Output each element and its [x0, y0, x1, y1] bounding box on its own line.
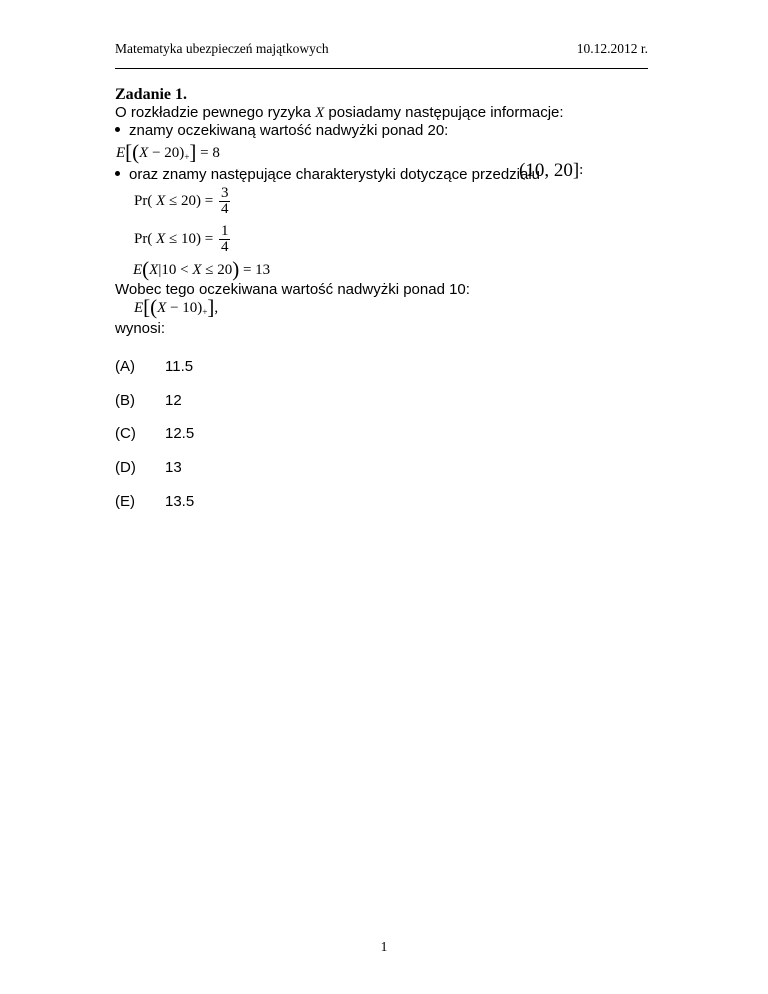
bullet-text: znamy oczekiwaną wartość nadwyżki ponad 20: [129, 122, 449, 139]
intro-before: O rozkładzie pewnego ryzyka [115, 104, 316, 121]
answer-letter-b: (B) [115, 392, 135, 409]
formula-excess-10 [134, 295, 219, 319]
bullet-icon [115, 127, 120, 132]
formula-conditional-expectation [133, 257, 271, 281]
excess10-comma: , [214, 300, 219, 316]
formula-pr-20 [134, 186, 230, 217]
answer-letter-e: (E) [115, 493, 135, 510]
pr10-numerator: 1 [220, 223, 229, 239]
answer-value-d: 13 [165, 459, 182, 476]
bullet-item-excess-20 [115, 122, 448, 139]
answer-value-c: 12.5 [165, 425, 195, 442]
answer-value-a: 11.5 [165, 358, 194, 375]
pr10-variable: X [156, 230, 166, 247]
answer-value-e: 13.5 [165, 493, 195, 510]
cond-expectation-symbol: E [133, 262, 143, 278]
cond-bar: |10 < [158, 262, 193, 278]
cond-open-paren: ( [142, 257, 150, 281]
bullet-text: oraz znamy następujące charakterystyki dotyczące przedziału [129, 166, 541, 183]
pr10-fraction [219, 224, 231, 255]
pr10-denominator: 4 [220, 239, 229, 255]
pr10-prefix: Pr( [134, 230, 157, 247]
intro-text [115, 104, 564, 122]
formula-rest: − 20) [148, 145, 185, 161]
formula-pr-10 [134, 224, 230, 255]
bullet-icon [115, 171, 120, 176]
header-date: 10.12.2012 r. [576, 41, 648, 56]
formula-expectation-symbol: E [116, 145, 126, 161]
wynosi-text: wynosi: [115, 320, 166, 337]
answer-letter-a: (A) [115, 358, 135, 375]
interval-colon: : [579, 162, 584, 178]
pr20-fraction [219, 186, 231, 217]
answer-value-b: 12 [165, 392, 182, 409]
cond-close-paren: ) [232, 257, 240, 281]
cond-rest: ≤ 20 [201, 262, 233, 278]
formula-variable: X [139, 145, 149, 161]
formula-close-bracket: ] [189, 140, 197, 164]
excess10-expectation-symbol: E [134, 300, 144, 316]
problem-title: Zadanie 1. [115, 86, 188, 103]
question-text: Wobec tego oczekiwana wartość nadwyżki ponad 10: [115, 281, 470, 298]
pr20-rest: ≤ 20) = [165, 192, 217, 209]
intro-variable: X [315, 105, 325, 121]
excess10-rest: − 10) [166, 300, 203, 316]
formula-equals: = 8 [196, 145, 220, 161]
header-divider [115, 68, 648, 69]
excess10-subscript: + [202, 307, 208, 317]
cond-equals: = 13 [239, 262, 271, 278]
bullet-item-interval [115, 166, 540, 183]
interval-text: (10, 20] [519, 160, 580, 181]
excess10-open-bracket: [( [143, 295, 158, 319]
formula-open-bracket: [( [125, 140, 140, 164]
pr20-numerator: 3 [220, 185, 229, 201]
excess10-variable: X [157, 300, 167, 316]
formula-excess-20 [116, 140, 220, 164]
pr20-prefix: Pr( [134, 192, 157, 209]
intro-after: posiadamy następujące informacje: [324, 104, 564, 121]
pr10-rest: ≤ 10) = [165, 230, 217, 247]
formula-subscript: + [184, 152, 190, 162]
cond-variable-2: X [192, 262, 202, 278]
cond-variable-1: X [149, 262, 159, 278]
pr20-denominator: 4 [220, 201, 229, 217]
answer-letter-d: (D) [115, 459, 136, 476]
header-subject: Matematyka ubezpieczeń majątkowych [115, 41, 329, 56]
excess10-close-bracket: ] [207, 295, 215, 319]
answer-letter-c: (C) [115, 425, 136, 442]
formula-interval [519, 162, 583, 179]
page-number: 1 [380, 939, 388, 954]
pr20-variable: X [156, 192, 166, 209]
